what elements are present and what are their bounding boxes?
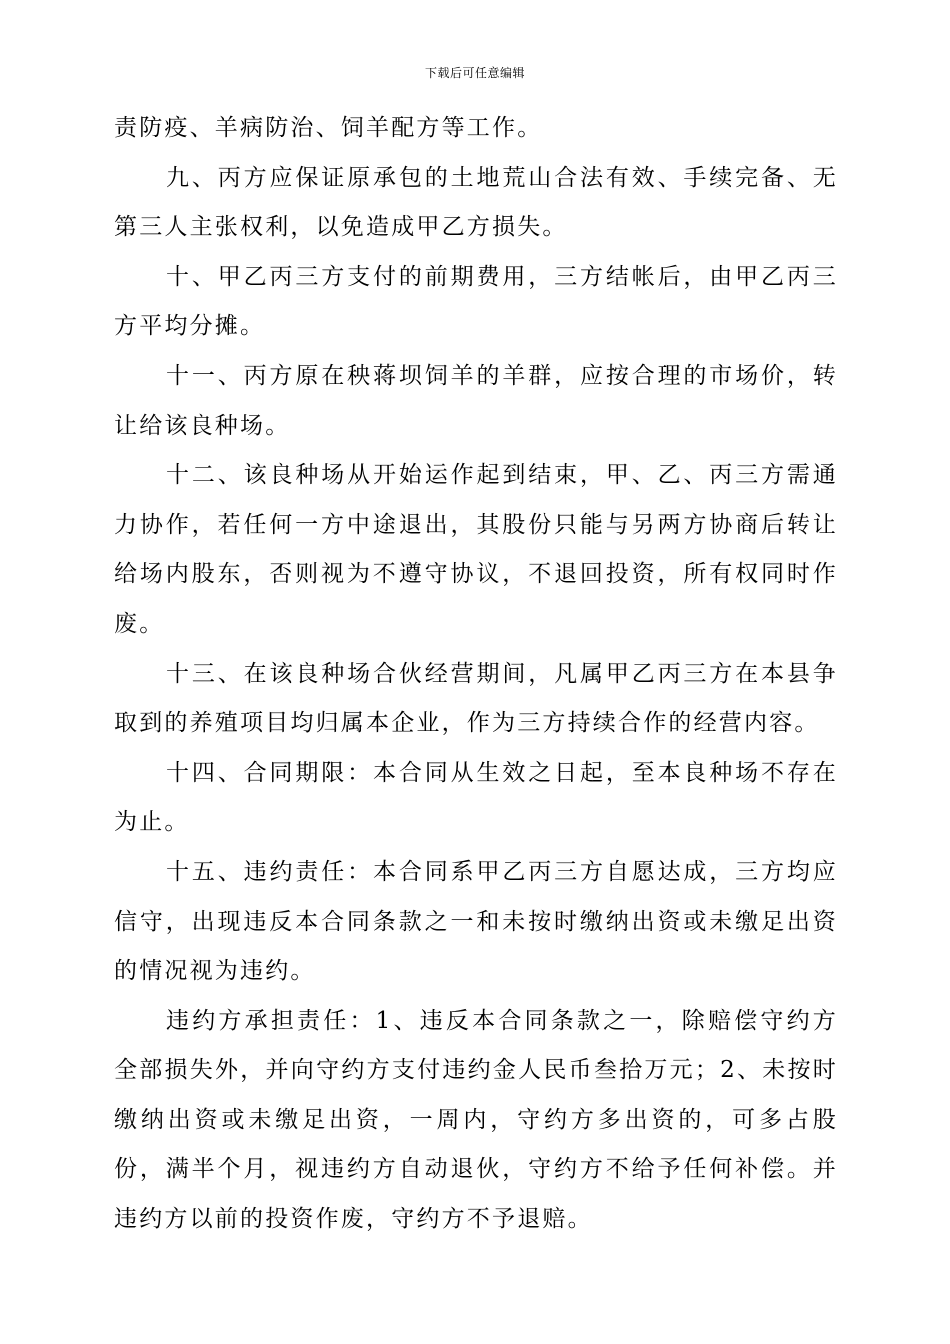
paragraph-clause-9: 九、丙方应保证原承包的土地荒山合法有效、手续完备、无第三人主张权利，以免造成甲乙方损失。 [114, 164, 838, 241]
paragraph-clause-14: 十四、合同期限：本合同从生效之日起，至本良种场不存在为止。 [114, 759, 838, 836]
paragraph-clause-13: 十三、在该良种场合伙经营期间，凡属甲乙丙三方在本县争取到的养殖项目均归属本企业，作为三方持续合作的经营内容。 [114, 660, 838, 737]
page-header-note: 下载后可任意编辑 [424, 66, 525, 80]
paragraph-liability: 违约方承担责任：1、违反本合同条款之一，除赔偿守约方全部损失外，并向守约方支付违约金人民币叁拾万元；2、未按时缴纳出资或未缴足出资，一周内，守约方多出资的，可多占股份，满半个月，视违约方自动退伙，守约方不给予任何补偿。并违约方以前的投资作废，守约方不予退赔。 [114, 1007, 838, 1233]
paragraph-clause-11: 十一、丙方原在秧蒋坝饲羊的羊群，应按合理的市场价，转让给该良种场。 [114, 362, 838, 439]
paragraph-clause-10: 十、甲乙丙三方支付的前期费用，三方结帐后，由甲乙丙三方平均分摊。 [114, 263, 838, 340]
paragraph-clause-12: 十二、该良种场从开始运作起到结束，甲、乙、丙三方需通力协作，若任何一方中途退出，其股份只能与另两方协商后转让给场内股东，否则视为不遵守协议，不退回投资，所有权同时作废。 [114, 462, 838, 637]
paragraph-continuation: 责防疫、羊病防治、饲羊配方等工作。 [114, 115, 543, 141]
paragraph-clause-15: 十五、违约责任：本合同系甲乙丙三方自愿达成，三方均应信守，出现违反本合同条款之一和未按时缴纳出资或未缴足出资的情况视为违约。 [114, 858, 838, 985]
contract-body [114, 104, 838, 1245]
